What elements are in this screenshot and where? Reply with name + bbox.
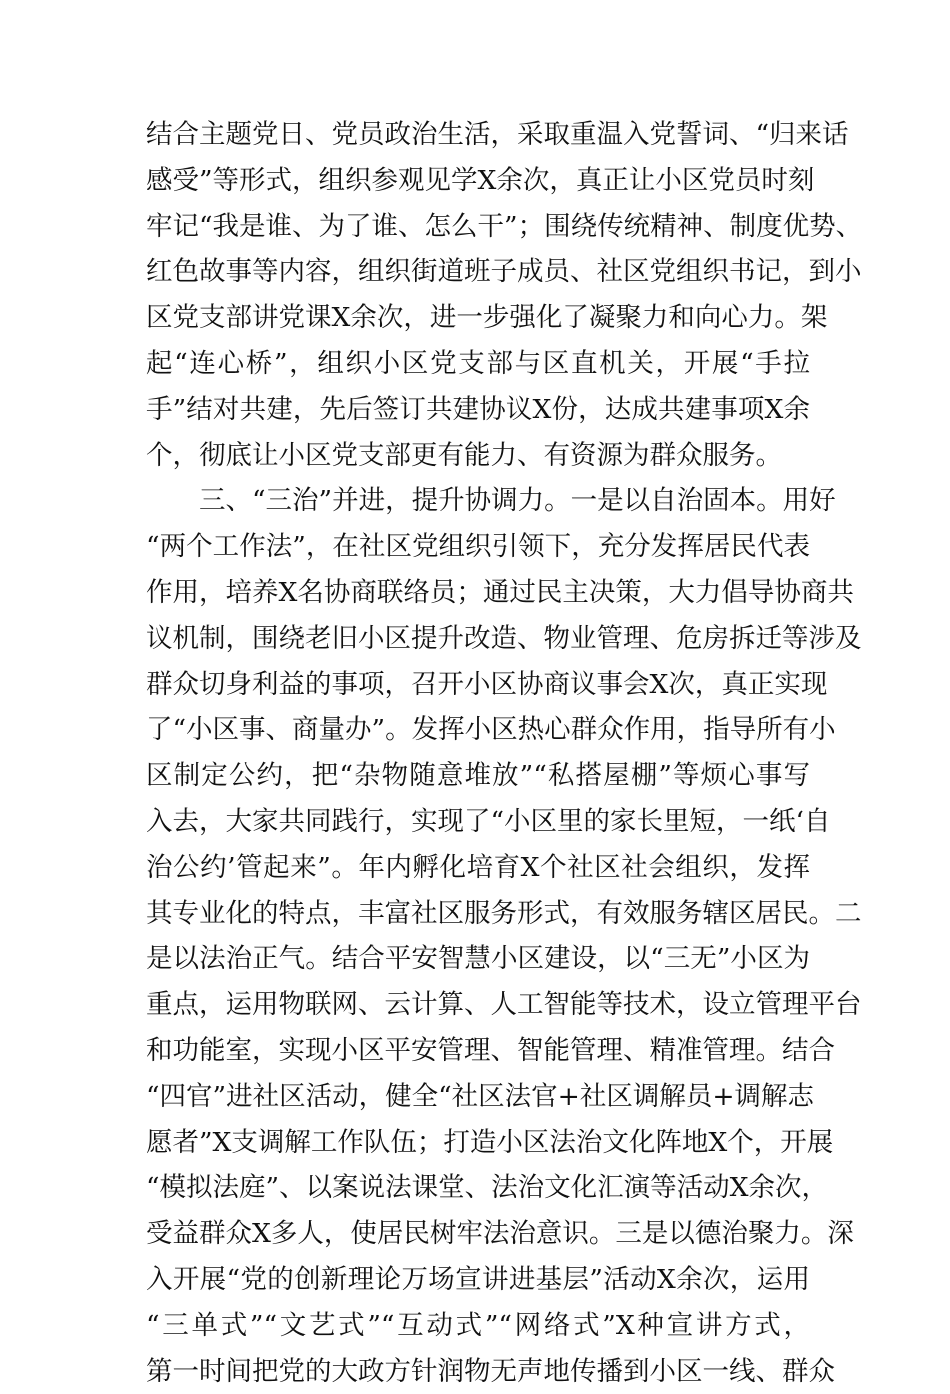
text-line: 群众切身利益的事项，召开小区协商议事会X次，真正实现	[146, 668, 828, 700]
text-line: 第一时间把党的大政方针润物无声地传播到小区一线、群众	[146, 1355, 835, 1387]
body-text	[146, 112, 863, 1394]
text-line: 区制定公约，把“杂物随意堆放”“私搭屋棚”等烦心事写	[146, 760, 810, 792]
text-line: 和功能室，实现小区平安管理、智能管理、精准管理。结合	[146, 1034, 835, 1066]
text-line: 其专业化的特点，丰富社区服务形式，有效服务辖区居民。二	[146, 897, 862, 929]
text-line: 受益群众X多人，使居民树牢法治意识。三是以德治聚力。深	[146, 1218, 854, 1250]
text-line: 愿者”X支调解工作队伍；打造小区法治文化阵地X个，开展	[146, 1126, 834, 1158]
text-line: 区党支部讲党课X余次，进一步强化了凝聚力和向心力。架	[146, 302, 828, 334]
text-line: “两个工作法”，在社区党组织引领下，充分发挥居民代表	[146, 531, 810, 563]
text-line: 结合主题党日、党员政治生活，采取重温入党誓词、“归来话	[146, 119, 849, 150]
text-line: 了“小区事、商量办”。发挥小区热心群众作用，指导所有小	[146, 714, 836, 746]
text-line: 入开展“党的创新理论万场宣讲进基层”活动X余次，运用	[146, 1263, 810, 1295]
text-line: 牢记“我是谁、为了谁、怎么干”；围绕传统精神、制度优势、	[146, 210, 863, 242]
text-line: 感受”等形式，组织参观见学X余次，真正让小区党员时刻	[146, 164, 815, 196]
text-line: 红色故事等内容，组织街道班子成员、社区党组织书记，到小	[146, 256, 862, 288]
text-line: 议机制，围绕老旧小区提升改造、物业管理、危房拆迁等涉及	[146, 622, 862, 654]
text-line: 起“连心桥”，组织小区党支部与区直机关，开展“手拉	[146, 347, 810, 379]
text-line: 入去，大家共同践行，实现了“小区里的家长里短，一纸‘自	[146, 805, 831, 837]
text-line: 是以法治正气。结合平安智慧小区建设，以“三无”小区为	[146, 943, 810, 975]
text-line: “模拟法庭”、以案说法课堂、法治文化汇演等活动X余次，	[146, 1172, 828, 1204]
text-line: 作用，培养X名协商联络员；通过民主决策，大力倡导协商共	[146, 576, 854, 608]
text-line: 治公约’管起来”。年内孵化培育X个社区社会组织，发挥	[146, 851, 810, 883]
text-line: “三单式”“文艺式”“互动式”“网络式”X种宣讲方式，	[146, 1309, 810, 1341]
text-line: 重点，运用物联网、云计算、人工智能等技术，设立管理平台	[146, 989, 862, 1021]
paragraph-end-line: 个，彻底让小区党支部更有能力、有资源为群众服务。	[146, 439, 782, 471]
text-line: 手”结对共建，先后签订共建协议X份，达成共建事项X余	[146, 393, 810, 425]
section-heading-line: 三、“三治”并进，提升协调力。一是以自治固本。用好	[199, 485, 836, 517]
text-line: “四官”进社区活动，健全“社区法官+社区调解员+调解志	[146, 1080, 815, 1112]
